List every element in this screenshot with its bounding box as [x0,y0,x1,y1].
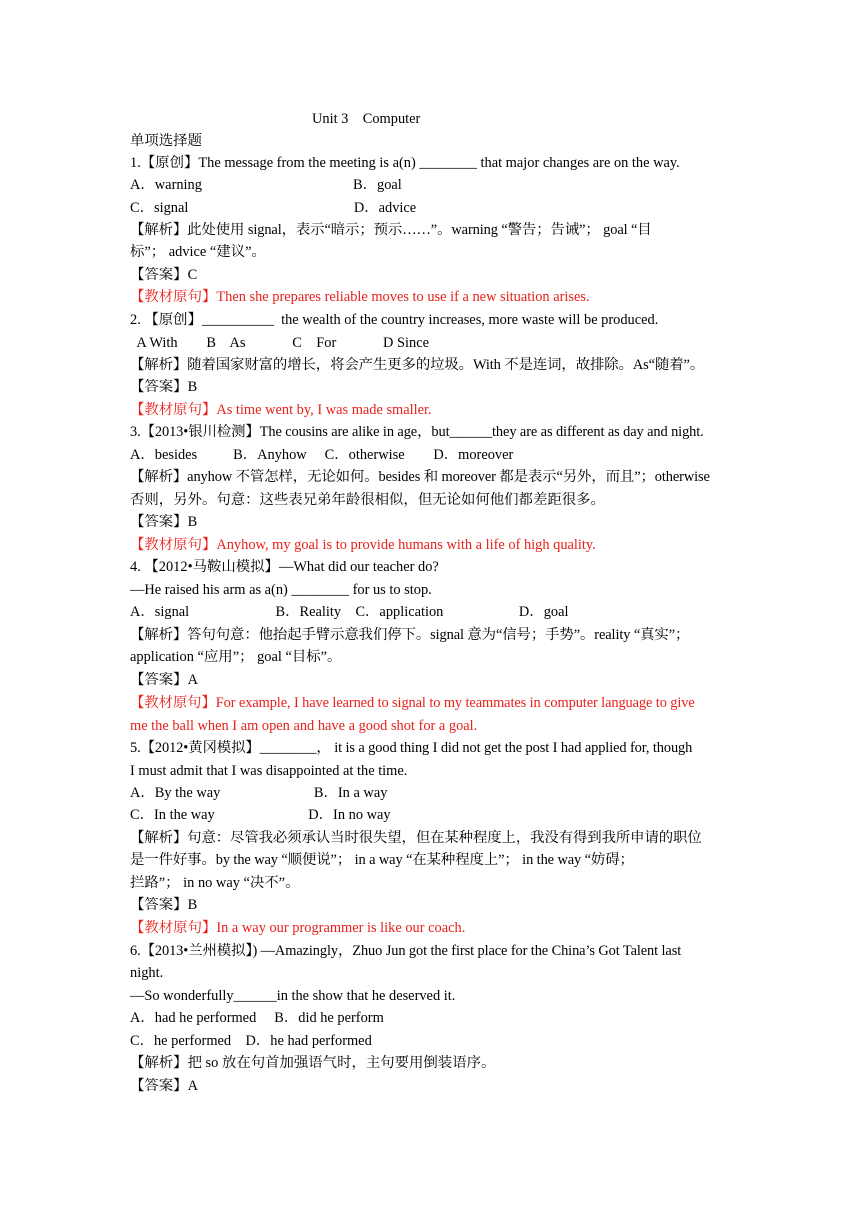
q5-analysis-cont: 是一件好事。by the way “顺便说”； in a way “在某种程度上”； in the way “妨碍； [130,852,634,868]
q2-options: A With B As C For D Since [130,335,429,351]
q4-stem-cont: —He raised his arm as a(n) ________ for us to stop. [130,582,432,598]
q3-answer: 【答案】B [130,514,198,530]
q1-options-cd: C．signal D．advice [130,200,417,216]
q2-answer: 【答案】B [130,379,198,395]
q3-analysis-cont: 否则，另外。句意：这些表兄弟年龄很相似，但无论如何他们都差距很多。 [130,492,605,508]
q1-stem: 1.【原创】The message from the meeting is a(n) ________ that major changes are on the way. [130,155,680,171]
q4-options: A．signal B．Reality C．application D．goal [130,604,569,620]
q1-source-sentence: 【教材原句】Then she prepares reliable moves to use if a new situation arises. [130,289,590,305]
q6-options-ab: A．had he performed B．did he perform [130,1010,384,1026]
q6-analysis: 【解析】把 so 放在句首加强语气时，主句要用倒装语序。 [130,1055,496,1071]
q3-stem: 3.【2013•银川检测】The cousins are alike in age，but______they are as different as day and night. [130,424,704,440]
q5-options-ab: A．By the way B．In a way [130,785,388,801]
q3-analysis: 【解析】anyhow 不管怎样，无论如何。besides 和 moreover 都是表示“另外，而且”；otherwise [130,469,710,485]
q4-source-sentence: 【教材原句】For example, I have learned to signal to my teammates in computer language to give [130,695,695,711]
q6-stem-cont: night. [130,965,164,981]
q1-analysis: 【解析】此处使用 signal，表示“暗示；预示……”。warning “警告；告诫”； goal “目 [130,222,652,238]
q5-source-sentence: 【教材原句】In a way our programmer is like our coach. [130,920,466,936]
q6-options-cd: C．he performed D．he had performed [130,1033,372,1049]
q6-answer: 【答案】A [130,1078,198,1094]
q5-analysis: 【解析】句意：尽管我必须承认当时很失望，但在某种程度上，我没有得到我所申请的职位 [130,830,702,846]
section-heading: 单项选择题 [130,133,202,149]
q1-analysis-cont: 标”； advice “建议”。 [130,244,266,260]
q3-options: A．besides B．Anyhow C．otherwise D．moreover [130,447,514,463]
q4-stem: 4. 【2012•马鞍山模拟】—What did our teacher do? [130,559,439,575]
q3-source-sentence: 【教材原句】Anyhow, my goal is to provide humans with a life of high quality. [130,537,596,553]
q1-options-ab: A．warning B．goal [130,177,402,193]
q5-analysis-cont-2: 拦路”； in no way “决不”。 [130,875,300,891]
q6-response: —So wonderfully______in the show that he deserved it. [130,988,456,1004]
page-title: Unit 3 Computer [312,111,421,127]
q1-answer: 【答案】C [130,267,198,283]
q5-stem-cont: I must admit that I was disappointed at the time. [130,763,408,779]
q2-stem: 2. 【原创】__________ the wealth of the country increases, more waste will be produced. [130,312,659,328]
q4-analysis-cont: application “应用”； goal “目标”。 [130,649,342,665]
q5-options-cd: C．In the way D．In no way [130,807,391,823]
q4-source-sentence-cont: me the ball when I am open and have a good shot for a goal. [130,718,478,734]
q2-source-sentence: 【教材原句】As time went by, I was made smaller. [130,402,432,418]
q5-answer: 【答案】B [130,897,198,913]
q4-answer: 【答案】A [130,672,198,688]
q5-stem: 5.【2012•黄冈模拟】________， it is a good thing I did not get the post I had applied for, though [130,740,693,756]
q4-analysis: 【解析】答句句意：他抬起手臂示意我们停下。signal 意为“信号；手势”。reality “真实”； [130,627,690,643]
q6-stem: 6.【2013•兰州模拟】) —Amazingly，Zhuo Jun got the first place for the China’s Got Talent last [130,943,682,959]
q2-analysis: 【解析】随着国家财富的增长，将会产生更多的垃圾。With 不是连词，故排除。As“随着”。 [130,357,705,373]
